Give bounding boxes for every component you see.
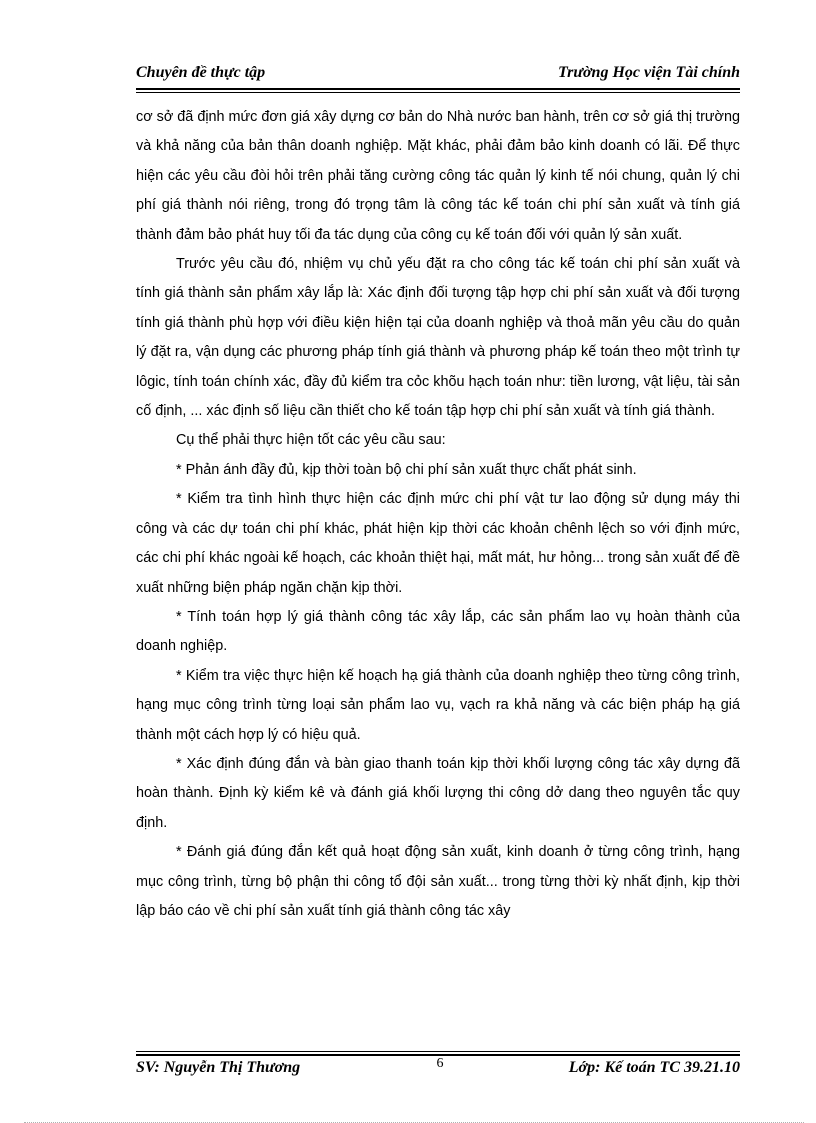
- page-header: [136, 62, 740, 90]
- paragraph: Cụ thể phải thực hiện tốt các yêu cầu sau:: [176, 432, 446, 449]
- footer-class-name: Lớp: Kế toán TC 39.21.10: [568, 1059, 740, 1076]
- paragraph: * Phản ánh đầy đủ, kịp thời toàn bộ chi phí sản xuất thực chất phát sinh.: [176, 461, 637, 478]
- paragraph: * Kiểm tra tình hình thực hiện các định mức chi phí vật tư lao động sử dụng máy thi công và các dự toán chi phí khác, phát hiện kịp thời các khoản chênh lệch so với định mức, các chi phí khác ngoài kế hoạch, các khoản thiệt hại, mất mát, hư hỏng... trong sản xuất để đề xuất những biện pháp ngăn chặn kịp thời.: [136, 491, 740, 596]
- paragraph: * Kiểm tra việc thực hiện kế hoạch hạ giá thành của doanh nghiệp theo từng công trình, hạng mục công trình từng loại sản phẩm lao vụ, vạch ra khả năng và các biện pháp hạ giá thành một cách hợp lý có hiệu quả.: [136, 667, 740, 743]
- page-body: [136, 103, 740, 926]
- paragraph: * Tính toán hợp lý giá thành công tác xây lắp, các sản phẩm lao vụ hoàn thành của doanh nghiệp.: [136, 608, 740, 655]
- header-title-right: Trường Học viện Tài chính: [557, 64, 740, 81]
- paragraph: cơ sở đã định mức đơn giá xây dựng cơ bản do Nhà nước ban hành, trên cơ sở giá thị trường và khả năng của bản thân doanh nghiệp. Mặt khác, phải đảm bảo kinh doanh có lãi. Để thực hiện các yêu cầu đòi hỏi trên phải tăng cường công tác quản lý kinh tế nói chung, quản lý chi phí giá thành nói riêng, trong đó trọng tâm là công tác kế toán chi phí sản xuất và tính giá thành đảm bảo phát huy tối đa tác dụng của công cụ kế toán đối với quản lý sản xuất.: [136, 109, 740, 243]
- paragraph: Trước yêu cầu đó, nhiệm vụ chủ yếu đặt ra cho công tác kế toán chi phí sản xuất và tính giá thành sản phẩm xây lắp là: Xác định đối tượng tập hợp chi phí sản xuất và đối tượng tính giá thành phù hợp với điều kiện hiện tại của doanh nghiệp và thoả mãn yêu cầu do quản lý đặt ra, vận dụng các phương pháp tính giá thành và phương pháp kế toán theo một trình tự lôgic, tính toán chính xác, đầy đủ kiểm tra cỏc khõu hạch toán như: tiền lương, vật liệu, tài sản cố định, ... xác định số liệu cần thiết cho kế toán tập hợp chi phí sản xuất và tính giá thành.: [136, 256, 740, 420]
- paragraph: * Đánh giá đúng đắn kết quả hoạt động sản xuất, kinh doanh ở từng công trình, hạng mục công trình, từng bộ phận thi công tổ đội sản xuất... trong từng thời kỳ nhất định, kịp thời lập báo cáo về chi phí sản xuất tính giá thành công tác xây: [136, 844, 740, 919]
- page-number: 6: [436, 1056, 444, 1071]
- footer-student-name: SV: Nguyễn Thị Thương: [136, 1059, 301, 1076]
- footer-rule: [136, 1051, 740, 1052]
- header-title-left: Chuyên đề thực tập: [136, 64, 266, 81]
- paragraph: * Xác định đúng đắn và bàn giao thanh toán kịp thời khối lượng công tác xây dựng đã hoàn thành. Định kỳ kiểm kê và đánh giá khối lượng thi công dở dang theo nguyên tắc quy định.: [136, 755, 740, 831]
